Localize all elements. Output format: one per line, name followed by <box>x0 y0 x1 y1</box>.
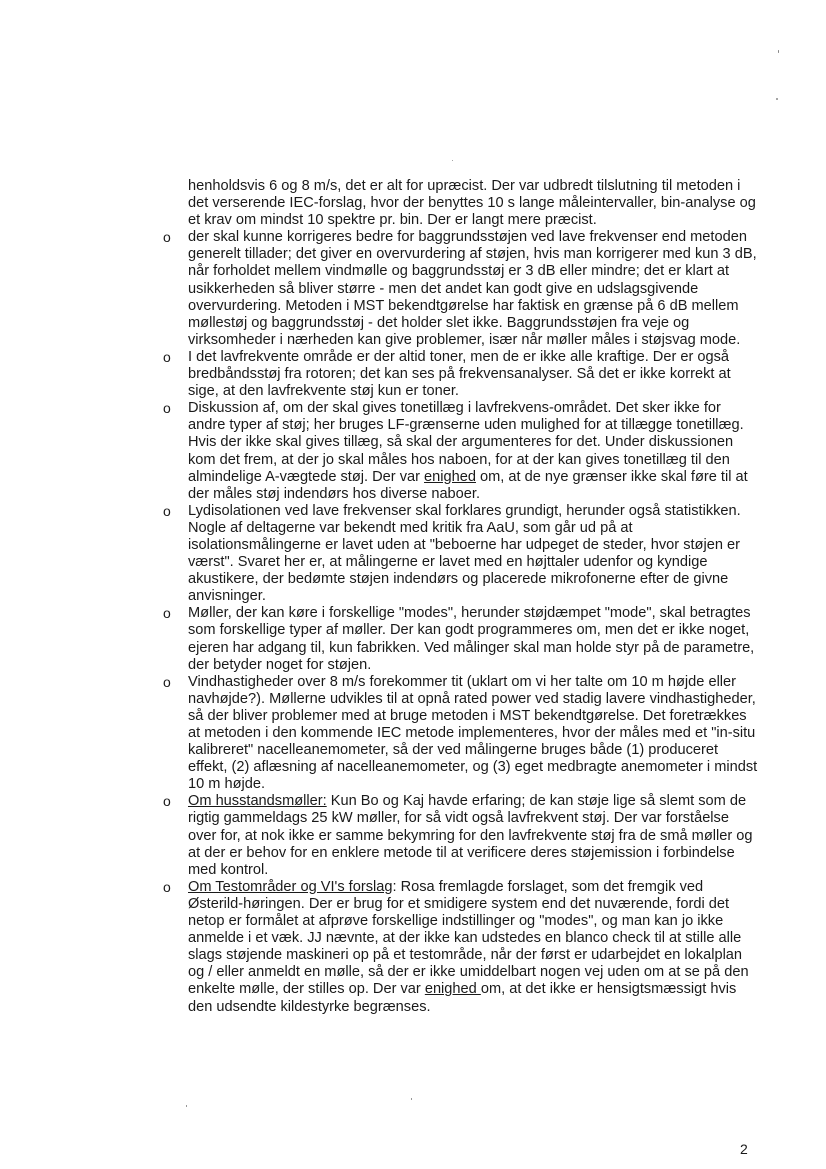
list-item <box>163 793 758 878</box>
list-item-text: der skal kunne korrigeres bedre for baggrundsstøjen ved lave frekvenser end metoden generelt tillader; det giver en overvurdering af støjen, hvis man korrigerer med kun 3 dB, når forholdet mellem vindmølle og baggrundsstøj er 3 dB eller mindre; det er klart at usikkerheden så bliver større - men det andet kan godt give en udslagsgivende overvurdering. Metoden i MST bekendtgørelse har faktisk en grænse på 6 dB mellem møllestøj og baggrundsstøj - det holder slet ikke. Baggrundsstøjen fra veje og virksomheder i nærheden kan give problemer, især når møller måles i støjsvag mode. <box>188 229 757 348</box>
list-item <box>163 502 758 606</box>
bullet-icon: o <box>163 400 171 417</box>
list-item-text: I det lavfrekvente område er der altid toner, men de er ikke alle kraftige. Der er også bredbåndsstøj fra rotoren; det kan ses på frekvensanalyser. Så det er ikke korrekt at sige, at den lavfrekvente støj kun er toner. <box>188 348 731 400</box>
page-number: 2 <box>740 1141 748 1157</box>
bullet-list <box>163 229 758 1015</box>
scan-speck <box>411 1098 412 1100</box>
scan-speck <box>186 1105 187 1107</box>
list-item-text: om, at det ikke er hensigtsmæssigt hvis den udsendte kildestyrke begrænses. <box>188 981 737 1015</box>
bullet-icon: o <box>163 878 171 895</box>
list-item-text: Diskussion af, om der skal gives tonetillæg i lavfrekvens-området. Det sker ikke for andre typer af støj; her bruges LF-grænserne uden mulighed for at tillægge tonetillæg. Hvis der ikke skal gives tillæg, så skal der argumenteres for det. Under diskussionen kom det frem, at der jo skal måles hos naboen, for at der kan gives tonetillæg til den almindelige A-vægtede støj. Der var <box>188 400 744 485</box>
list-item <box>163 400 758 503</box>
list-item-text: : Rosa fremlagde forslaget, som det fremgik ved Østerild-høringen. Der er brug for et smidigere system end det nuværende, fordi det netop er formålet at afprøve forskellige indstillinger og "modes", og man kan jo ikke anmelde i et væk. JJ nævnte, at der ikke kan udstedes en blanco check til at stille alle slags støjende maskineri op på et testområde, når der først er udarbejdet en lokalplan og / eller anmeldt en mølle, så der er ikke umiddelbart nogen vej uden om at se på den enkelte mølle, der stilles op. Der var <box>188 878 749 998</box>
list-item-text: Lydisolationen ved lave frekvenser skal forklares grundigt, herunder også statistikken. Nogle af deltagerne var bekendt med kritik fra AaU, som går ud på at isolationsmålingerne er lavet uden at "beboerne har udpeget de steder, hvor støjen er værst". Svaret her er, at målingerne er lavet med en højttaler udenfor og kyndige akustikere, der bedømte støjen indendørs og placerede mikrofonerne efter de givne anvisninger. <box>188 502 741 605</box>
underlined-word: enighed <box>424 468 476 485</box>
bullet-icon: o <box>163 502 171 519</box>
bullet-icon: o <box>163 229 171 246</box>
section-heading-testomrader: Om Testområder og VI's forslag <box>188 878 393 895</box>
section-heading-husstandsmoller: Om husstandsmøller: <box>188 793 327 810</box>
scan-speck <box>778 50 779 53</box>
list-item <box>163 673 758 794</box>
scan-speck <box>776 98 778 100</box>
list-item-text: Vindhastigheder over 8 m/s forekommer tit (uklart om vi her talte om 10 m højde eller navhøjde?). Møllerne udvikles til at opnå rated power ved stadig lavere vindhastigheder, så der bliver problemer med at bruge metoden i MST bekendtgørelse. Det foretrækkes at metoden i den kommende IEC metode implementeres, hvor der måles med et "in-situ kalibreret" nacelleanemometer, så der ved målingerne bruges både (1) produceret effekt, (2) aflæsning af nacelleanemometer, og (3) eget medbragte anemometer i mindst 10 m højde. <box>188 673 758 793</box>
bullet-icon: o <box>163 793 171 810</box>
bullet-icon: o <box>163 348 171 365</box>
list-item-text: Møller, der kan køre i forskellige "modes", herunder støjdæmpet "mode", skal betragtes som forskellige typer af møller. Der kan godt programmeres om, men det er ikke noget, ejeren har adgang til, kun fabrikken. Ved målinger skal man holde styr på de parametre, der betyder noget for støjen. <box>188 605 755 673</box>
body-text <box>163 178 758 1016</box>
scan-speck <box>452 160 453 161</box>
list-item <box>163 348 758 400</box>
list-item-text: Kun Bo og Kaj havde erfaring; de kan støje lige så slemt som de rigtig gammeldags 25 kW møller, for så vidt også lavfrekvent støj. Der var forståelse over for, at nok ikke er samme bekymring for den lavfrekvente støj fra de små møller og at der er behov for en enklere metode til at verificere deres støjemission i forbindelse med kontrol. <box>188 793 753 878</box>
bullet-icon: o <box>163 605 171 622</box>
list-item <box>163 878 758 1016</box>
list-item-text: om, at de nye grænser ikke skal føre til at der måles støj indendørs hos diverse naboer. <box>188 468 748 502</box>
bullet-icon: o <box>163 673 171 690</box>
list-item <box>163 229 758 349</box>
list-item <box>163 605 758 673</box>
underlined-word: enighed <box>424 981 481 998</box>
lead-paragraph: henholdsvis 6 og 8 m/s, det er alt for upræcist. Der var udbredt tilslutning til metoden i det verserende IEC-forslag, hvor der benyttes 10 s lange måleintervaller, bin-analyse og et krav om mindst 10 spektre pr. bin. Der er langt mere præcist. <box>188 178 756 229</box>
